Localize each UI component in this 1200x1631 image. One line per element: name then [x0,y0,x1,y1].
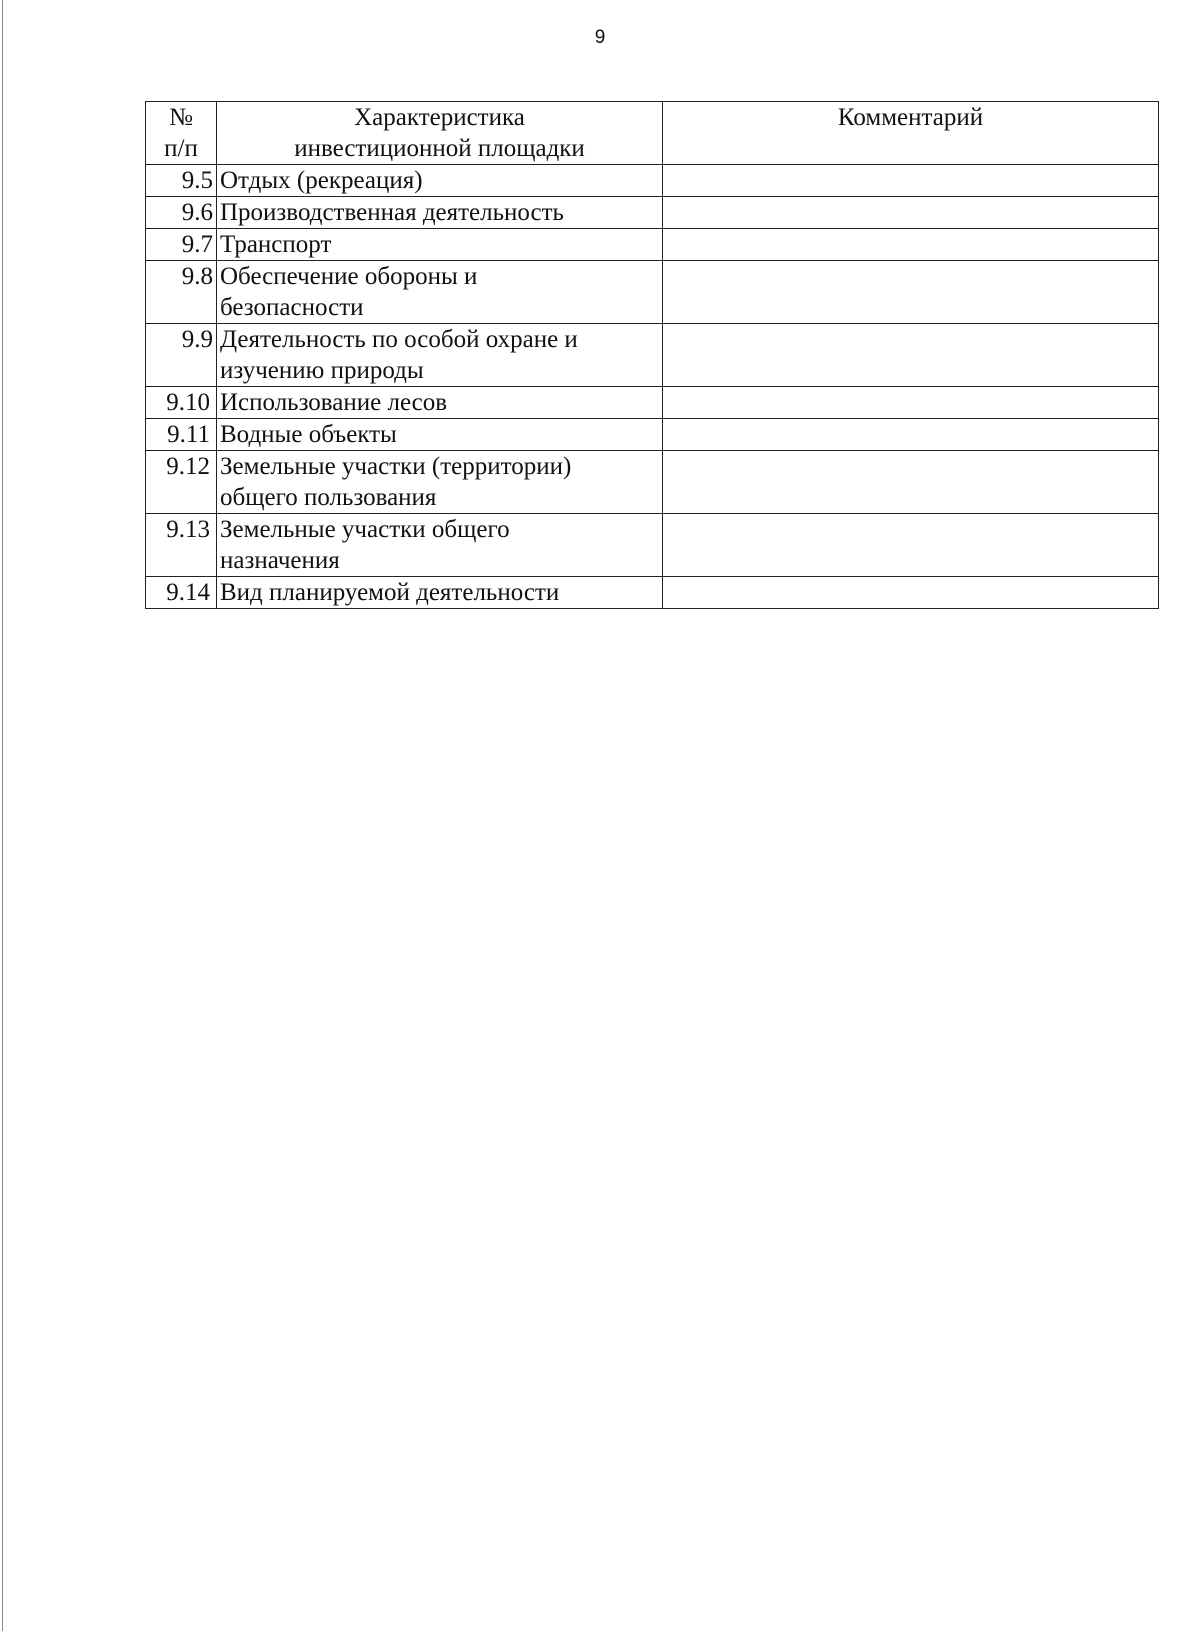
row-characteristic-line: изучению природы [220,357,424,384]
header-num [146,102,217,165]
row-characteristic-line: назначения [220,547,340,574]
row-characteristic [217,451,663,514]
table-row [146,324,1159,387]
row-number: 9.5 [146,165,217,197]
row-comment [663,261,1159,324]
row-number: 9.10 [146,387,217,419]
table-row [146,165,1159,197]
row-comment [663,577,1159,609]
row-characteristic-line: Отдых (рекреация) [220,167,423,194]
row-comment [663,451,1159,514]
table-row [146,577,1159,609]
table-row [146,261,1159,324]
row-number: 9.6 [146,197,217,229]
header-comment: Комментарий [663,102,1159,165]
row-number: 9.9 [146,324,217,387]
row-number: 9.13 [146,514,217,577]
table-row [146,387,1159,419]
investment-site-table [145,101,1159,609]
row-comment [663,197,1159,229]
table-body [146,165,1159,609]
row-characteristic [217,165,663,197]
table-row [146,451,1159,514]
row-characteristic-line: Земельные участки (территории) [220,453,572,480]
table-row [146,419,1159,451]
row-number: 9.11 [146,419,217,451]
table-row [146,514,1159,577]
row-characteristic-line: Водные объекты [220,421,397,448]
row-characteristic-line: безопасности [220,294,364,321]
row-characteristic-line: Обеспечение обороны и [220,263,478,290]
row-number: 9.14 [146,577,217,609]
row-number: 9.8 [146,261,217,324]
row-characteristic [217,577,663,609]
row-comment [663,229,1159,261]
row-comment [663,165,1159,197]
row-number: 9.12 [146,451,217,514]
row-characteristic [217,261,663,324]
row-number: 9.7 [146,229,217,261]
table-header-row [146,102,1159,165]
row-characteristic [217,197,663,229]
row-characteristic [217,324,663,387]
page-number: 9 [594,27,606,48]
scan-edge-line [2,0,3,1631]
row-comment [663,514,1159,577]
row-characteristic [217,419,663,451]
header-num-line: п/п [164,135,198,162]
row-comment [663,324,1159,387]
row-characteristic [217,514,663,577]
row-characteristic-line: Транспорт [220,231,332,258]
row-characteristic-line: Использование лесов [220,389,448,416]
row-characteristic-line: Деятельность по особой охране и [220,326,578,353]
header-characteristic-line: Характеристика [354,104,525,131]
row-characteristic-line: Земельные участки общего [220,516,510,543]
row-characteristic-line: общего пользования [220,484,437,511]
header-characteristic-line: инвестиционной площадки [294,135,585,162]
row-characteristic-line: Вид планируемой деятельности [220,579,560,606]
table-row [146,229,1159,261]
header-characteristic [217,102,663,165]
header-num-line: № [169,104,193,131]
row-characteristic [217,387,663,419]
row-comment [663,419,1159,451]
row-characteristic [217,229,663,261]
row-characteristic-line: Производственная деятельность [220,199,564,226]
row-comment [663,387,1159,419]
table-row [146,197,1159,229]
